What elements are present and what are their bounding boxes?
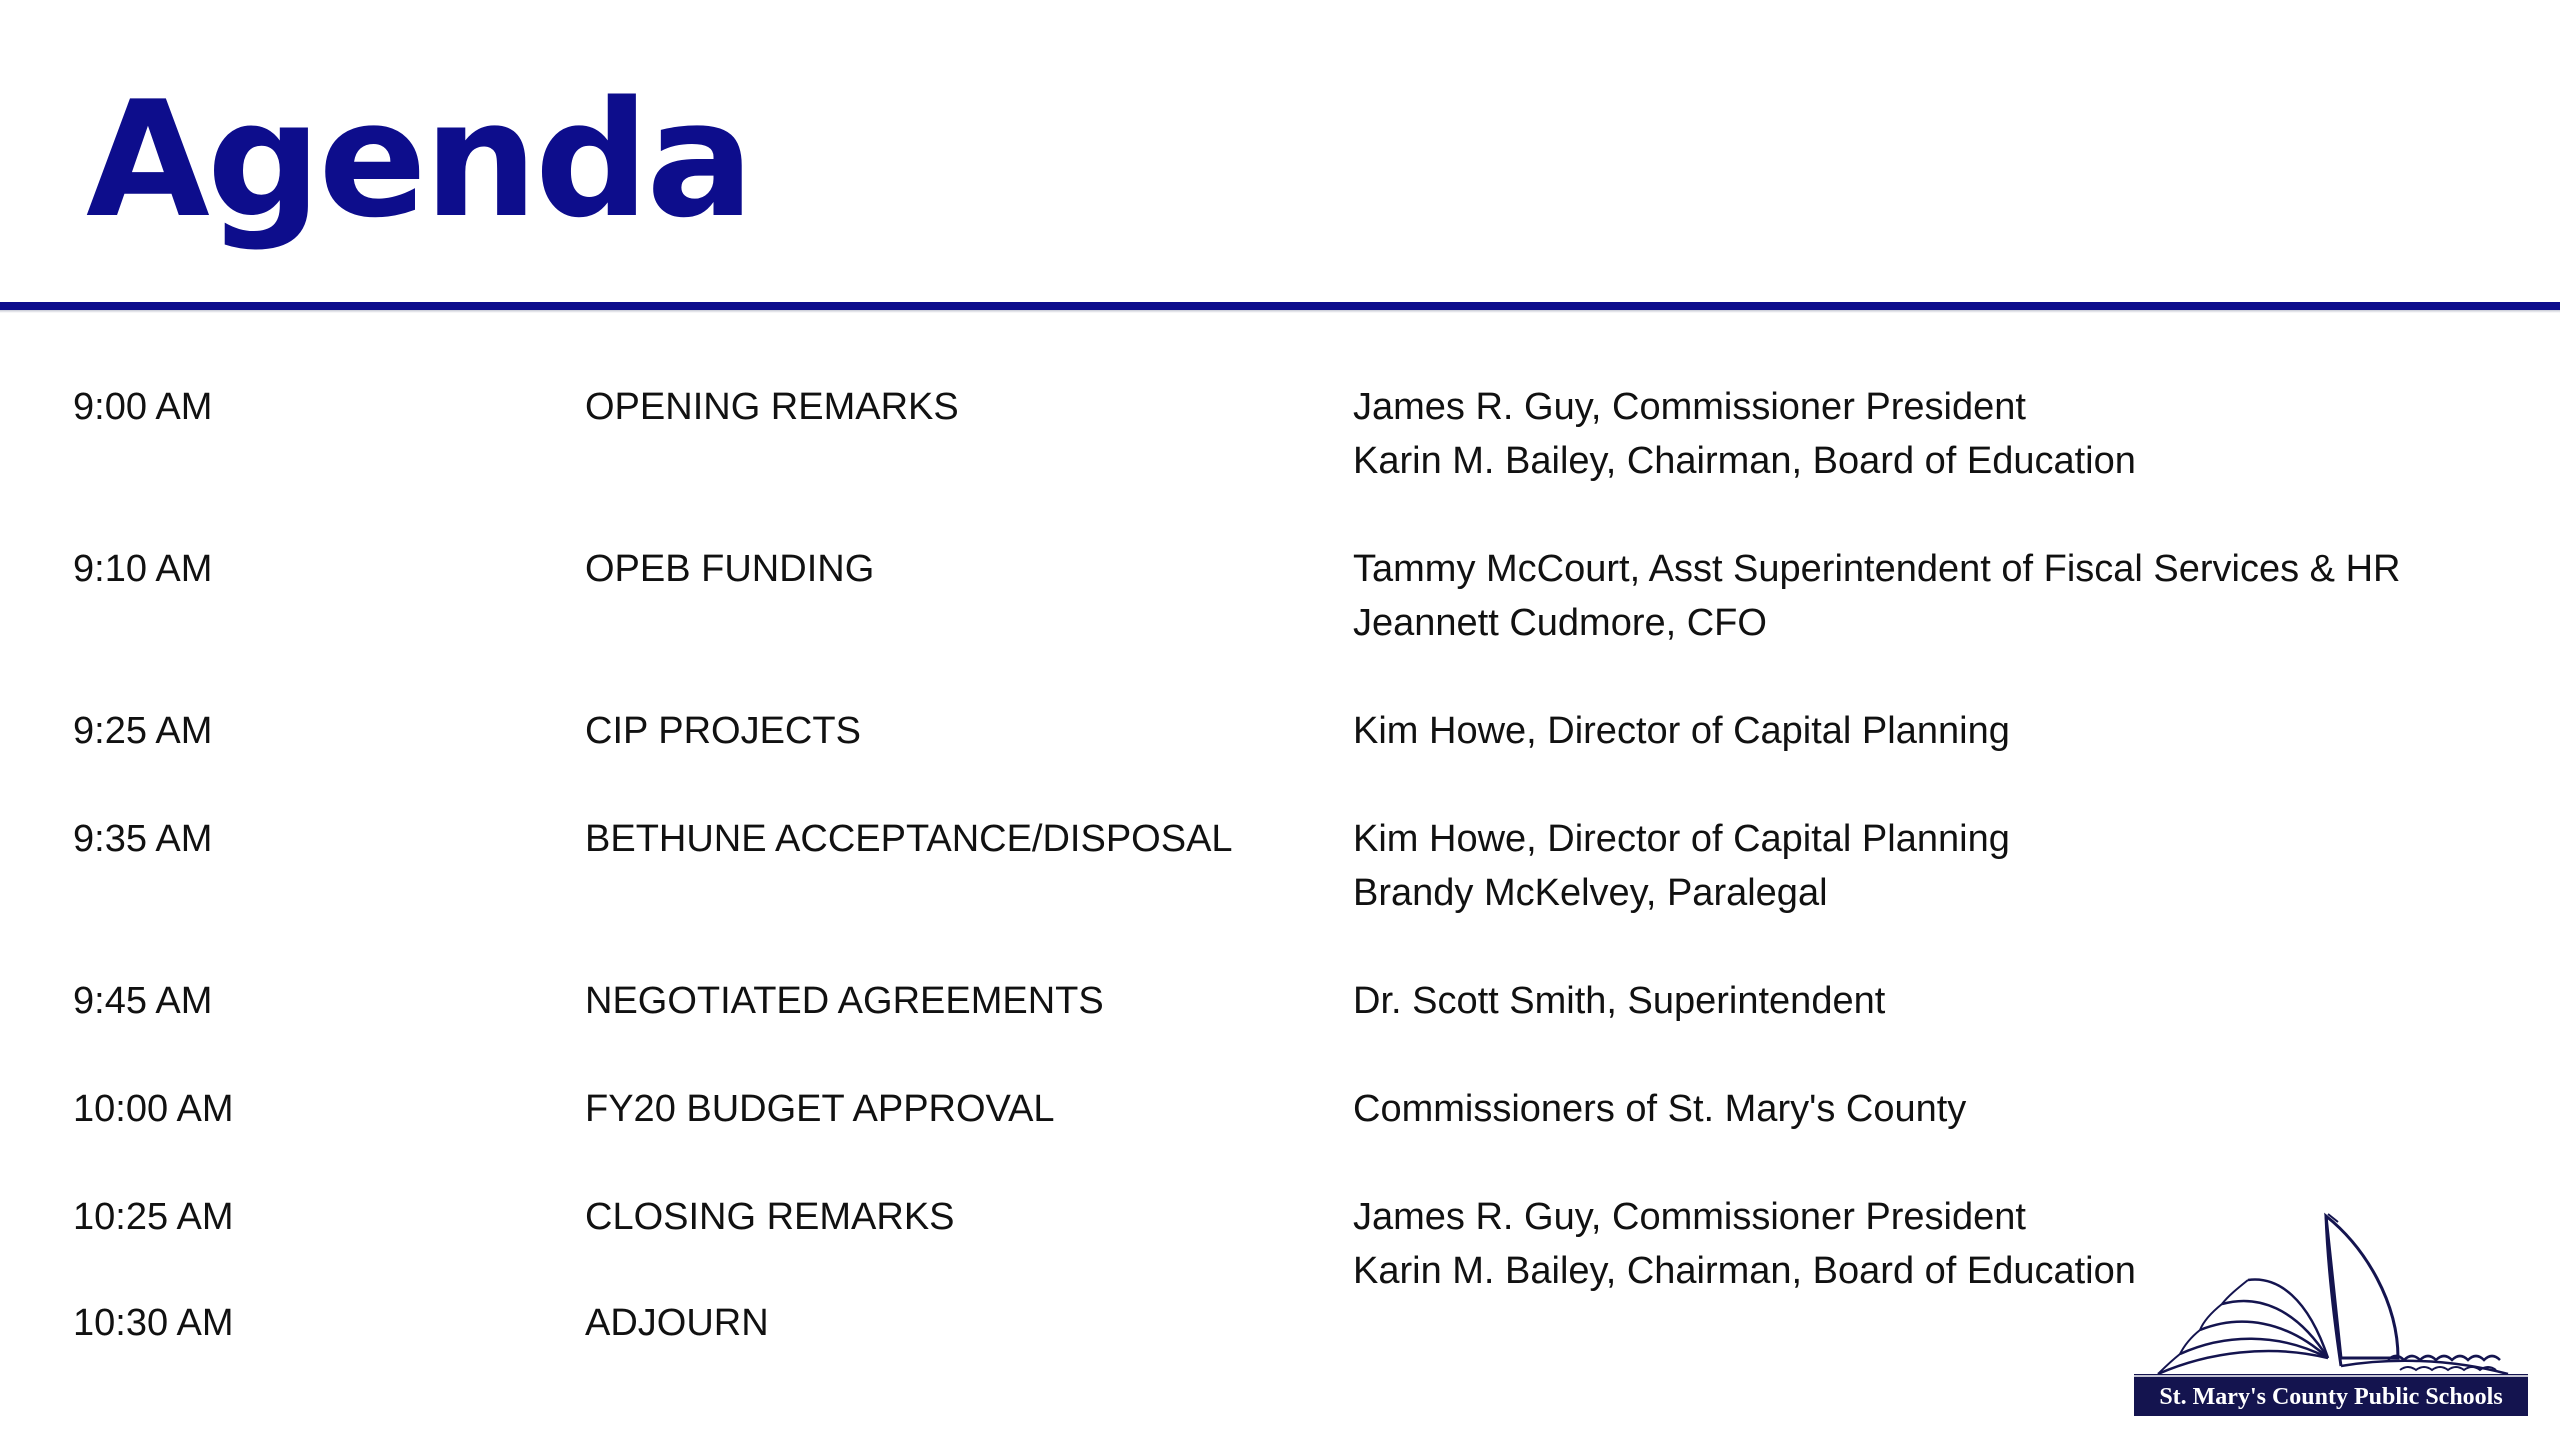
agenda-time: 10:30 AM <box>73 1302 234 1344</box>
agenda-presenters <box>1353 704 2010 758</box>
agenda-presenters <box>1353 974 1885 1028</box>
presenter: Brandy McKelvey, Paralegal <box>1353 872 1828 914</box>
agenda-presenters <box>1353 812 2010 920</box>
presenter: Commissioners of St. Mary's County <box>1353 1088 1967 1130</box>
logo-text: St. Mary's County Public Schools <box>2159 1384 2503 1410</box>
agenda-presenters <box>1353 1190 2136 1298</box>
agenda-item: CIP PROJECTS <box>585 710 861 752</box>
presenter: Jeannett Cudmore, CFO <box>1353 602 1767 644</box>
presenter: Kim Howe, Director of Capital Planning <box>1353 818 2010 860</box>
presenter: Karin M. Bailey, Chairman, Board of Education <box>1353 440 2136 482</box>
agenda-item: FY20 BUDGET APPROVAL <box>585 1088 1055 1130</box>
presenter: Karin M. Bailey, Chairman, Board of Education <box>1353 1250 2136 1292</box>
presenter: James R. Guy, Commissioner President <box>1353 1196 2026 1238</box>
agenda-item: ADJOURN <box>585 1302 769 1344</box>
agenda-time: 9:45 AM <box>73 980 213 1022</box>
agenda-item: OPENING REMARKS <box>585 386 959 428</box>
agenda-presenters <box>1353 380 2136 488</box>
agenda-time: 9:35 AM <box>73 818 213 860</box>
agenda-time: 9:25 AM <box>73 710 213 752</box>
agenda-item: CLOSING REMARKS <box>585 1196 955 1238</box>
presenter: Dr. Scott Smith, Superintendent <box>1353 980 1886 1022</box>
agenda-time: 10:00 AM <box>73 1088 234 1130</box>
page-title: Agenda <box>86 66 752 253</box>
agenda-presenters <box>1353 1082 1966 1136</box>
presenter: Tammy McCourt, Asst Superintendent of Fiscal Services & HR <box>1353 548 2401 590</box>
agenda-time: 10:25 AM <box>73 1196 234 1238</box>
agenda-item: OPEB FUNDING <box>585 548 875 590</box>
agenda-presenters <box>1353 542 2400 650</box>
agenda-item: BETHUNE ACCEPTANCE/DISPOSAL <box>585 818 1233 860</box>
presenter: James R. Guy, Commissioner President <box>1353 386 2026 428</box>
agenda-item: NEGOTIATED AGREEMENTS <box>585 980 1104 1022</box>
presenter: Kim Howe, Director of Capital Planning <box>1353 710 2010 752</box>
book-sailboat-logo-icon <box>2128 1208 2534 1418</box>
agenda-time: 9:10 AM <box>73 548 213 590</box>
agenda-time: 9:00 AM <box>73 386 213 428</box>
